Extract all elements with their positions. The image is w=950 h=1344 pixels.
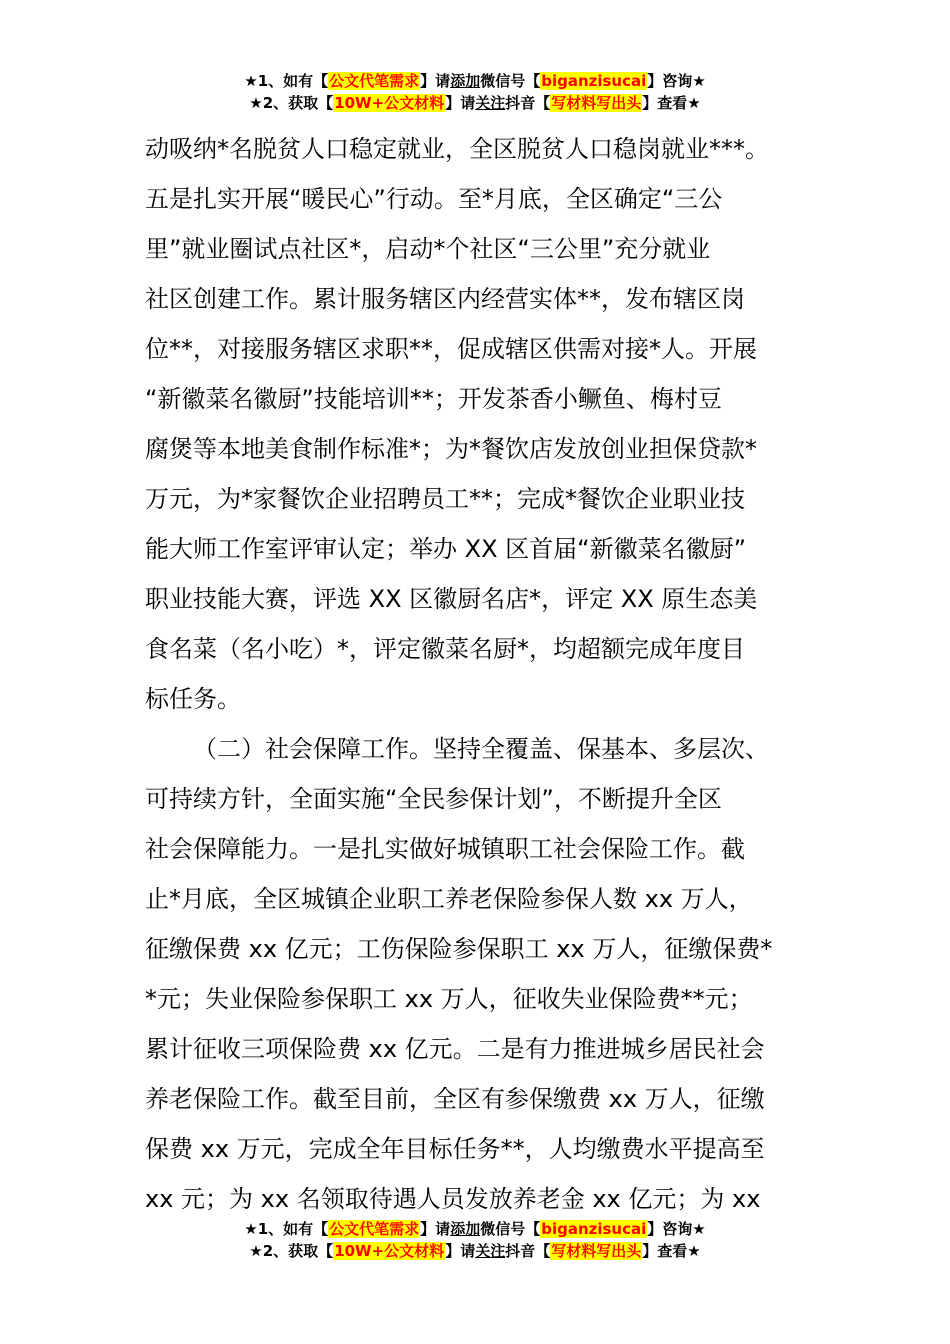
footer-line-1-suffix: 】咨询★ [647,1220,706,1238]
body-line: 社区创建工作。累计服务辖区内经营实体**，发布辖区岗 [145,285,745,313]
footer-highlight-service: 公文代笔需求 [329,1220,420,1238]
body-line: “新徽菜名徽厨”技能培训**；开发茶香小鳜鱼、梅村豆 [145,385,722,413]
footer-line-1-prefix: ★1、如有【 [244,1220,329,1238]
footer-underline-add: 添加 [450,1220,481,1238]
footer-line-2-prefix: ★2、获取【 [249,1242,334,1260]
footer-highlight-wechat-id: biganzisucai [541,1220,647,1238]
body-line: 累计征收三项保险费 xx 亿元。二是有力推进城乡居民社会 [145,1035,765,1063]
body-line: xx 元；为 xx 名领取待遇人员发放养老金 xx 亿元；为 xx [145,1185,761,1213]
body-line: 能大师工作室评审认定；举办 XX 区首届“新徽菜名徽厨” [145,535,747,563]
banner-line-2-mid: 】请 [445,94,476,112]
body-line: 腐煲等本地美食制作标准*；为*餐饮店发放创业担保贷款* [145,435,757,463]
banner-line-2-mid2: 抖音【 [505,94,551,112]
body-line: 位**，对接服务辖区求职**，促成辖区供需对接*人。开展 [145,335,757,363]
body-line: 五是扎实开展“暖民心”行动。至*月底，全区确定“三公 [145,185,723,213]
body-line: 职业技能大赛，评选 XX 区徽厨名店*，评定 XX 原生态美 [145,585,758,613]
banner-highlight-wechat-id: biganzisucai [541,72,647,90]
body-line: 食名菜（名小吃）*，评定徽菜名厨*，均超额完成年度目 [145,635,745,663]
footer-banner-line-2 [0,1240,950,1262]
footer-line-1-mid2: 微信号【 [480,1220,541,1238]
footer-highlight-materials: 10W+公文材料 [334,1242,445,1260]
banner-highlight-service: 公文代笔需求 [329,72,420,90]
footer-banner-line-1 [0,1218,950,1240]
body-line: 里”就业圈试点社区*，启动*个社区“三公里”充分就业 [145,235,711,263]
body-line: 养老保险工作。截至目前，全区有参保缴费 xx 万人，征缴 [145,1085,765,1113]
body-line: 动吸纳*名脱贫人口稳定就业，全区脱贫人口稳岗就业***。 [145,135,769,163]
body-line: 征缴保费 xx 亿元；工伤保险参保职工 xx 万人，征缴保费* [145,935,773,963]
body-line: *元；失业保险参保职工 xx 万人，征收失业保险费**元； [145,985,753,1013]
footer-line-2-suffix: 】查看★ [642,1242,701,1260]
body-line: 标任务。 [145,685,241,713]
footer-line-2-mid: 】请 [445,1242,476,1260]
body-line: 可持续方针，全面实施“全民参保计划”，不断提升全区 [145,785,722,813]
header-banner [0,70,950,114]
banner-underline-add: 添加 [450,72,481,90]
footer-line-2-mid2: 抖音【 [505,1242,551,1260]
banner-line-1-suffix: 】咨询★ [647,72,706,90]
banner-line-1-mid2: 微信号【 [480,72,541,90]
banner-line-1-mid: 】请 [420,72,451,90]
banner-line-1-prefix: ★1、如有【 [244,72,329,90]
body-line: 万元，为*家餐饮企业招聘员工**；完成*餐饮企业职业技 [145,485,745,513]
banner-line-2-prefix: ★2、获取【 [249,94,334,112]
document-body [145,124,810,1224]
banner-line-1 [0,70,950,92]
banner-highlight-douyin-id: 写材料写出头 [551,94,642,112]
footer-highlight-douyin-id: 写材料写出头 [551,1242,642,1260]
banner-line-2-suffix: 】查看★ [642,94,701,112]
footer-banner [0,1218,950,1262]
footer-underline-follow: 关注 [475,1242,506,1260]
body-line: 社会保障能力。一是扎实做好城镇职工社会保险工作。截 [145,835,745,863]
body-line: 止*月底，全区城镇企业职工养老保险参保人数 xx 万人， [145,885,753,913]
footer-line-1-mid: 】请 [420,1220,451,1238]
banner-highlight-materials: 10W+公文材料 [334,94,445,112]
section-heading-line: （二）社会保障工作。坚持全覆盖、保基本、多层次、 [193,735,769,763]
body-line: 保费 xx 万元，完成全年目标任务**，人均缴费水平提高至 [145,1135,765,1163]
banner-line-2 [0,92,950,114]
banner-underline-follow: 关注 [475,94,506,112]
